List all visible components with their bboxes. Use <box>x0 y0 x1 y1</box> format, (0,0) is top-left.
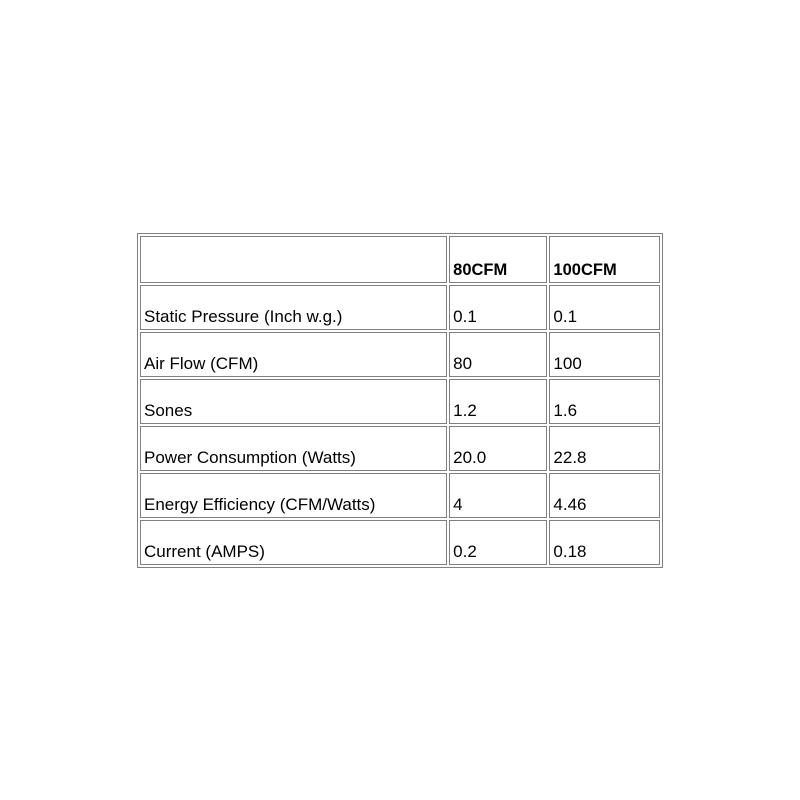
table-header-row <box>140 236 660 283</box>
cell-80cfm: 1.2 <box>449 379 547 424</box>
cell-80cfm: 4 <box>449 473 547 518</box>
row-label: Power Consumption (Watts) <box>140 426 447 471</box>
cell-100cfm: 1.6 <box>549 379 660 424</box>
cell-100cfm: 100 <box>549 332 660 377</box>
row-label: Static Pressure (Inch w.g.) <box>140 285 447 330</box>
header-cell-empty <box>140 236 447 283</box>
cell-80cfm: 0.2 <box>449 520 547 565</box>
specifications-table <box>137 233 663 568</box>
cell-80cfm: 20.0 <box>449 426 547 471</box>
cell-100cfm: 0.18 <box>549 520 660 565</box>
table-row <box>140 473 660 518</box>
table-row <box>140 520 660 565</box>
header-cell-100cfm: 100CFM <box>549 236 660 283</box>
table-row <box>140 332 660 377</box>
table-row <box>140 285 660 330</box>
cell-100cfm: 22.8 <box>549 426 660 471</box>
cell-80cfm: 80 <box>449 332 547 377</box>
row-label: Sones <box>140 379 447 424</box>
cell-80cfm: 0.1 <box>449 285 547 330</box>
header-cell-80cfm: 80CFM <box>449 236 547 283</box>
table-row <box>140 426 660 471</box>
row-label: Air Flow (CFM) <box>140 332 447 377</box>
table-row <box>140 379 660 424</box>
row-label: Energy Efficiency (CFM/Watts) <box>140 473 447 518</box>
cell-100cfm: 4.46 <box>549 473 660 518</box>
cell-100cfm: 0.1 <box>549 285 660 330</box>
row-label: Current (AMPS) <box>140 520 447 565</box>
